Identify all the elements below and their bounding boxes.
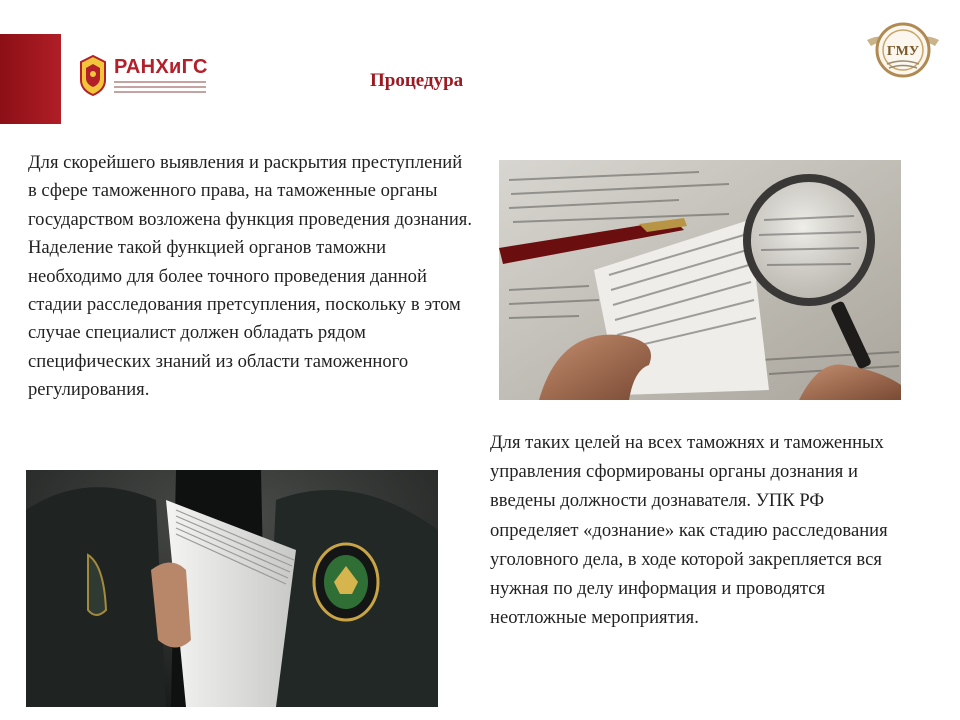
accent-bar [0, 34, 61, 124]
paragraph-left: Для скорейшего выявления и раскрытия преступлений в сфере таможенного права, на таможенные органы государством возложена функция проведения дознания. Наделение такой функцией органов таможни необходимо для более точного проведения данной стадии расследования претсупления, поскольку в этом случае специалист должен обладать рядом специфических знаний из области таможенного регулирования. [28, 152, 472, 401]
gmu-logo-text: ГМУ [886, 44, 920, 59]
eagle-emblem-icon [78, 54, 108, 96]
customs-officer-photo [26, 470, 438, 707]
logo-brand-text: РАНХиГС [114, 56, 208, 78]
gmu-wings-logo [863, 18, 943, 80]
paragraph-right: Для таких целей на всех таможнях и таможенных управления сформированы органы дознания и введены должности дознавателя. УПК РФ определяет «дознание» как стадию расследования уголовного дела, в ходе которой закрепляется вся нужная по делу информация и проводятся неотложные мероприятия. [490, 432, 888, 629]
page-title: Процедура [370, 70, 464, 91]
ranepa-logo [78, 54, 208, 98]
logo-subtitle-lines [114, 81, 206, 96]
magnifier-documents-photo [499, 160, 901, 400]
